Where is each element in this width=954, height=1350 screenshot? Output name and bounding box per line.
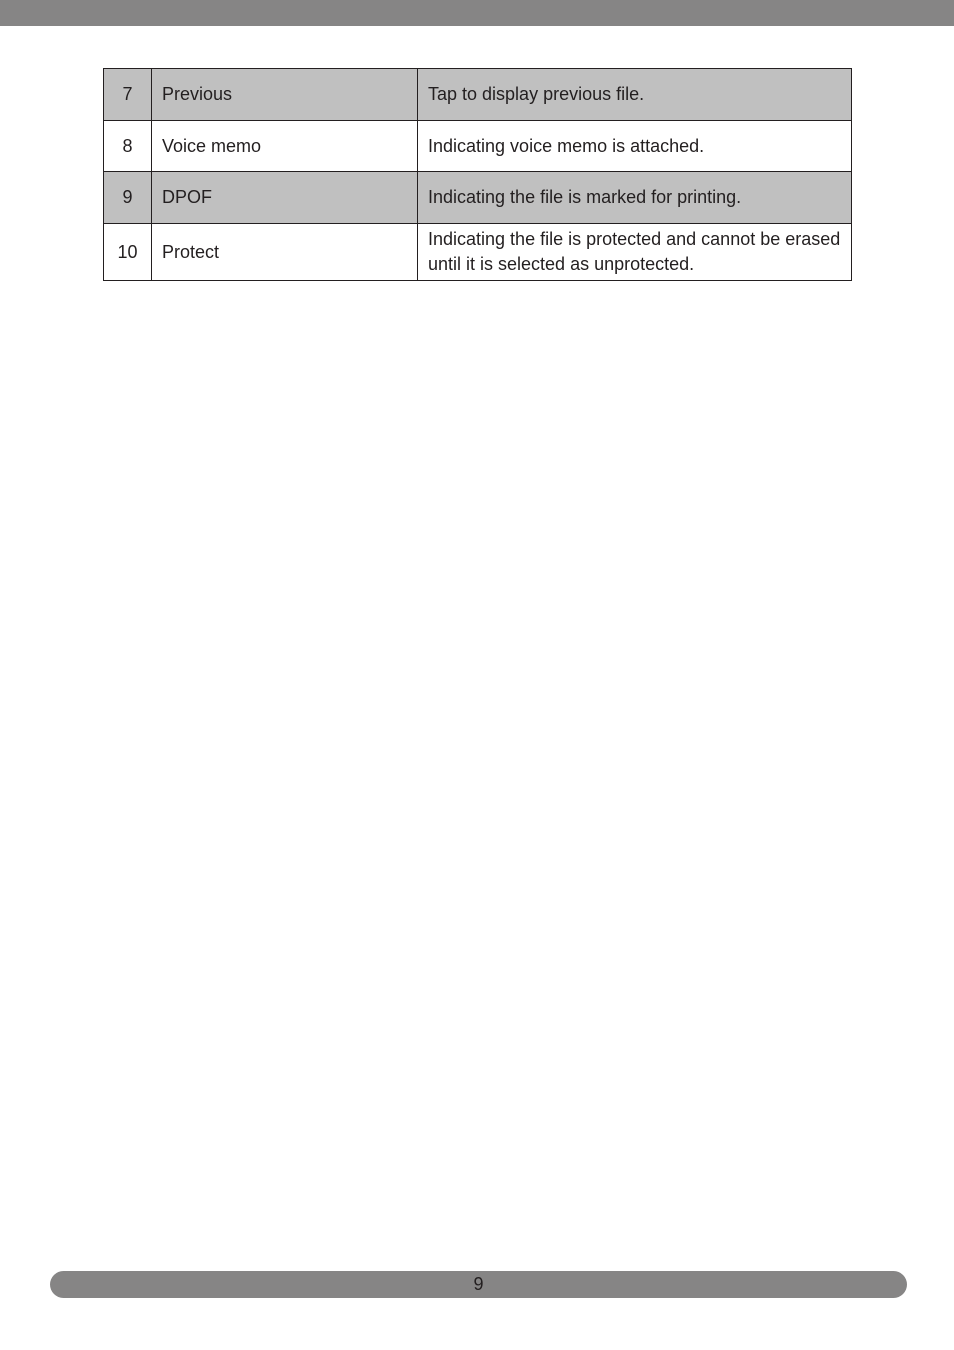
row-number: 10 <box>104 224 152 281</box>
table-row <box>104 172 852 224</box>
row-name: Protect <box>152 224 418 281</box>
table-row <box>104 69 852 121</box>
row-description: Tap to display previous file. <box>418 69 852 121</box>
row-name: DPOF <box>152 172 418 224</box>
row-number: 7 <box>104 69 152 121</box>
table-row <box>104 224 852 281</box>
row-name: Voice memo <box>152 121 418 172</box>
row-number: 9 <box>104 172 152 224</box>
row-name: Previous <box>152 69 418 121</box>
row-description: Indicating voice memo is attached. <box>418 121 852 172</box>
footer-bar <box>50 1271 907 1298</box>
row-number: 8 <box>104 121 152 172</box>
table-row <box>104 121 852 172</box>
page-number: 9 <box>473 1274 484 1294</box>
icon-description-table <box>103 68 852 281</box>
header-bar <box>0 0 954 26</box>
row-description: Indicating the file is marked for printing. <box>418 172 852 224</box>
row-description: Indicating the file is protected and cannot be erased until it is selected as unprotected. <box>418 224 852 281</box>
